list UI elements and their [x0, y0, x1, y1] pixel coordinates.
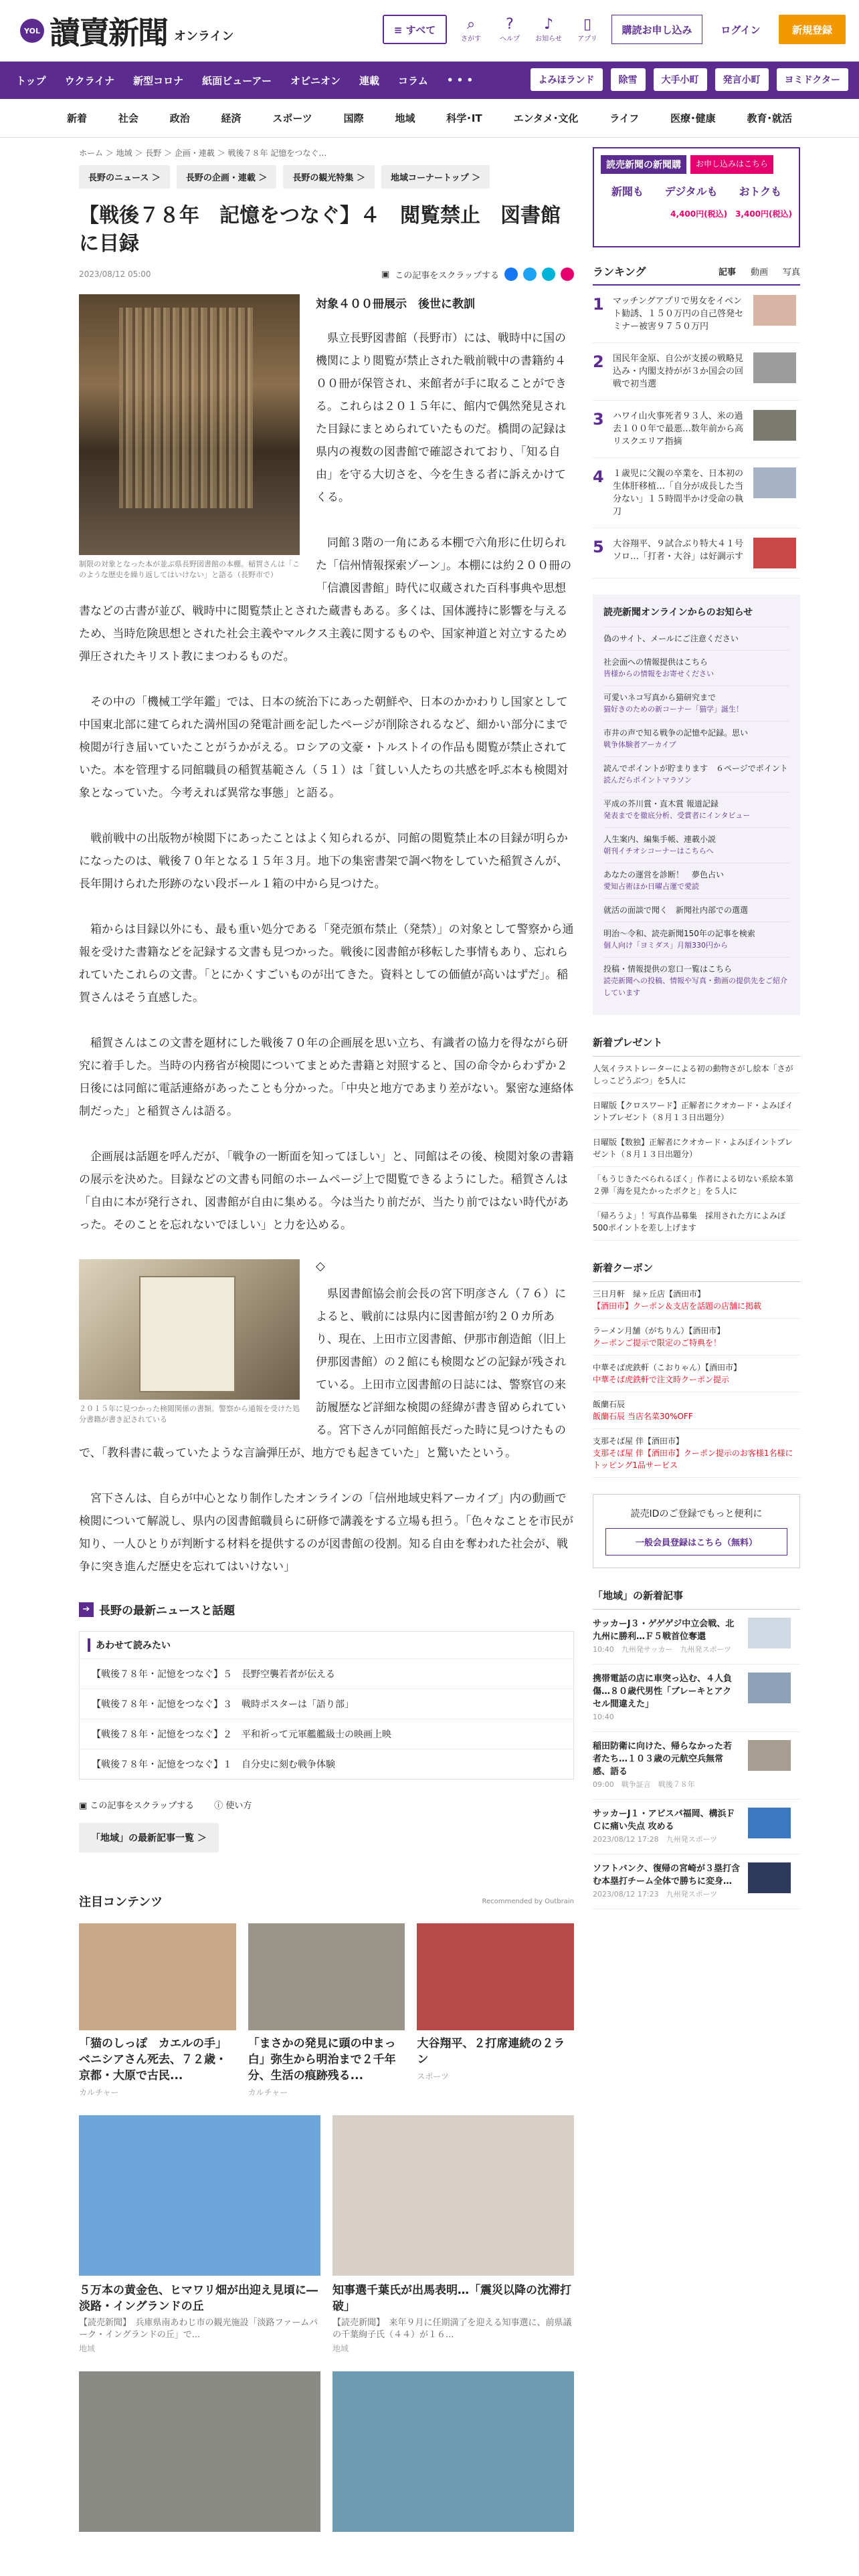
- article-date: 2023/08/12 05:00: [79, 270, 151, 279]
- section-divider: ◇: [316, 1259, 325, 1273]
- genre-item[interactable]: エンタメ･文化: [513, 112, 579, 124]
- genre-item[interactable]: 経済: [221, 112, 242, 124]
- nav-item[interactable]: コラム: [397, 74, 428, 87]
- login-button[interactable]: ログイン: [721, 23, 761, 36]
- breadcrumb[interactable]: ホーム ＞ 地域 ＞ 長野 ＞ 企画・連載 ＞ 戦後７８年 記憶をつなぐ…: [79, 148, 327, 158]
- notice-item[interactable]: あなたの運営を診断！ 夢色占い 愛知占術ほか日曜占運で愛読: [603, 863, 789, 898]
- subscribe-button[interactable]: 購読お申し込み: [611, 15, 702, 44]
- area-news-item[interactable]: 稲田防衛に向けた、帰らなかった若者たち…１０３歳の元航空兵無常感、語る 09:00 戦争証言 戦後７８年: [593, 1732, 800, 1800]
- notice-item[interactable]: 市井の声で知る戦争の記憶や記録。思い 戦争体験者アーカイブ: [603, 721, 789, 756]
- nav-item[interactable]: ウクライナ: [64, 74, 115, 87]
- paragraph: 同館３階の一角にある本棚で六角形に仕切られた「信州情報探索ゾーン」。本棚には約２００冊の「信濃図書館」時代に収蔵された百科事典や思想書などの古書が並び、戦時中に閲覧禁止とされた蔵書もある。多くは、国体護持に影響を与えるため、当時危険思想とされた社会主義やマルクス主義に関するものや、国家神道と対立するため弾圧されたキリスト教にまつわるものだ。: [79, 536, 572, 663]
- recommend-card[interactable]: [79, 2371, 320, 2532]
- facebook-icon[interactable]: [504, 267, 518, 281]
- nav-more[interactable]: • • •: [446, 74, 474, 86]
- site-logo[interactable]: [20, 9, 233, 53]
- bell-icon[interactable]: ♪ お知らせ: [535, 15, 562, 43]
- presents-title: 新着プレゼント: [593, 1035, 800, 1057]
- paragraph: 宮下さんは、自らが中心となり制作したオンラインの「信州地域史料アーカイブ」内の動画で検閲について解説し、県内の図書館職員らに研修で講義をする立場も担う。「色々なことを市民が知り、一人ひとりが判断する材料を提供するのが図書館の役割。知る自由を奪われた社会が、戦争に突き進んだ歴史を忘れてはいけない」: [79, 1492, 574, 1574]
- service-pill[interactable]: ヨミドクター: [777, 68, 848, 91]
- logo-badge: YOL: [20, 19, 44, 43]
- genre-nav: [0, 99, 859, 138]
- card-image: [248, 1923, 405, 2030]
- notice-item[interactable]: 読んでポイントが貯まります ６ページでポイント 読んだらポイントマラソン: [603, 756, 789, 792]
- genre-item[interactable]: ライフ: [609, 112, 640, 124]
- howto-tool[interactable]: ⓘ 使い方: [214, 1801, 252, 1811]
- photo-caption: 制限の対象となった本が並ぶ県長野図書館の本棚。稲賀さんは「このような歴史を繰り返してはいけない」と語る（長野市で）: [79, 560, 300, 579]
- area-news-item[interactable]: サッカーJ３・ゲゲゲジ中立会戦、北九州に勝利…Ｆ５戦首位奪還 10:40 九州発サッカー 九州発スポーツ: [593, 1610, 800, 1665]
- notice-item[interactable]: 平成の芥川賞・直木賞 報道記録 発表までを徹底分析、受賞者にインタビュー: [603, 792, 789, 827]
- recommend-card[interactable]: ５万本の黄金色、ヒマワリ畑が出迎え見頃に―淡路・イングランドの丘 【読売新聞】 兵庫県南あわじ市の観光施設「淡路ファームパーク・イングランドの丘」で... 地域: [79, 2115, 320, 2354]
- present-item[interactable]: 日曜版【数独】正解者にクオカード・よみぽイントプレゼント（８月１３日出題分）: [593, 1130, 800, 1167]
- service-pill[interactable]: 発言小町: [715, 68, 769, 91]
- nav-item[interactable]: トップ: [16, 74, 46, 87]
- notice-title: 読売新聞オンラインからのお知らせ: [603, 607, 753, 618]
- notice-item[interactable]: 就活の面談で聞く 新聞社内部での選選: [603, 898, 789, 922]
- attention-title: 注目コンテンツ: [79, 1895, 163, 1909]
- second-figure: [79, 1259, 300, 1425]
- outbrain-label[interactable]: Recommended by Outbrain: [482, 1897, 574, 1905]
- genre-item[interactable]: 政治: [169, 112, 190, 124]
- subscription-ad[interactable]: 読売新聞の新聞購 お申し込みはこちら 新聞も デジタルも おトクも 4,400円(税込) 3,400円(税込): [593, 147, 800, 247]
- present-item[interactable]: 人気イラストレーターによる初の動物さがし絵本「さがしっこどうぶつ」を5人に: [593, 1057, 800, 1093]
- notice-item[interactable]: 社会面への情報提供はこちら 皆様からの情報をお寄せください: [603, 650, 789, 685]
- paragraph: 箱からは目録以外にも、最も重い処分である「発売頒布禁止（発禁）」の対象として警察から通報を受けた書籍などを記録する文書も見つかった。戦後に図書館が移転した事情もあり、忘れられていたこれらの文書。「とにかくすごいものが出てきた。資料としての価値が高いはずだ」。稲賀さんはそう直感した。: [79, 923, 574, 1004]
- present-item[interactable]: 日曜版【クロスワード】正解者にクオカード・よみぽイントプレゼント（８月１３日出題分）: [593, 1093, 800, 1130]
- genre-item[interactable]: 新着: [67, 112, 88, 124]
- area-news-item[interactable]: ソフトバンク、復帰の宮崎が３塁打含む本塁打チーム全体で勝ちに変身… 2023/08/12 17:23 九州発スポーツ: [593, 1854, 800, 1909]
- area-news-item[interactable]: サッカーJ１・アビスパ福岡、構浜ＦＣに痛い失点 攻める 2023/08/12 17:28 九州発スポーツ: [593, 1800, 800, 1854]
- ranking-item[interactable]: 2 国民年金原、自公が支援の戦略見込み・内閣支持がが３か国会の回戦で初当選: [593, 343, 800, 401]
- paragraph: その中の「機械工学年鑑」では、日本の統治下にあった朝鮮や、日本のかかわりし国家として中国東北部に建てられた満州国の発電計画を記したページが削除されるなど、細かい部分にまで検閲が行き届いていたことがうかがえる。ロシアの文豪・トルストイの作品も閲覧が禁止されていた。本を管理する同館職員の稲賀基範さん（５１）は「貧しい人たちの共感を呼ぶ本も検閲対象となっていた。今考えれば異常な事態」と語る。: [79, 695, 568, 800]
- related-item[interactable]: 【戦後７８年・記憶をつなぐ】２ 平和祈って元軍艦艦級士の映画上映: [80, 1719, 573, 1749]
- coupon-item[interactable]: 三日月軒 緑ヶ丘店【酒田市】 【酒田市】クーポン＆支店を話題の店舗に掲載: [593, 1282, 800, 1319]
- scrap-tool[interactable]: ▣ この記事をスクラップする: [79, 1801, 195, 1811]
- logo-text: 讀賣新聞: [50, 15, 167, 51]
- twitter-icon[interactable]: [523, 267, 537, 281]
- genre-item[interactable]: 地域: [395, 112, 415, 124]
- ranking-item[interactable]: 5 大谷翔平、９試合ぶり特大４１号ソロ…「打者・大谷」は好調示す: [593, 528, 800, 578]
- tab-photos[interactable]: 写真: [782, 267, 800, 278]
- register-promo-text: 読売IDのご登録でもっと便利に: [630, 1509, 763, 1519]
- service-pill[interactable]: 大手小町: [654, 68, 707, 91]
- present-item[interactable]: 「帰ろうよ」！写真作品募集 採用された方によみぽ500ポイントを差し上げます: [593, 1204, 800, 1241]
- lead-figure: [79, 294, 300, 580]
- card-image: [417, 1923, 574, 2030]
- article-subhead: 対象４００冊展示 後世に教訓: [79, 294, 574, 311]
- coupon-item[interactable]: 飯蘭石辰 飯蘭石辰 当店名菜30%OFF: [593, 1392, 800, 1429]
- article-title: 【戦後７８年 記憶をつなぐ】４ 閲覧禁止 図書館に目録: [79, 204, 561, 255]
- tag-nagano-tourism[interactable]: 長野の観光特集 ＞: [283, 165, 375, 189]
- coupon-item[interactable]: ラーメン月舗（がちりん）【酒田市】 クーポンご提示で限定のご特典を！: [593, 1319, 800, 1356]
- article-main: [79, 138, 574, 2532]
- site-header: [0, 0, 859, 62]
- tag-nagano-news[interactable]: 長野のニュース ＞: [79, 165, 170, 189]
- card-image: [332, 2115, 574, 2276]
- all-menu-button[interactable]: ≡ すべて: [383, 15, 447, 44]
- register-button[interactable]: 新規登録: [779, 15, 846, 44]
- sidebar: [593, 138, 800, 2532]
- notice-item[interactable]: 人生案内、編集手帳、連載小説 朝刊イチオシコーナーはこちらへ: [603, 827, 789, 863]
- related-item[interactable]: 【戦後７８年・記憶をつなぐ】５ 長野空襲若者が伝える: [80, 1658, 573, 1689]
- coupon-item[interactable]: 中華そば虎鉄軒（こおりゃん）【酒田市】 中華そば虎鉄軒で注文時クーポン提示: [593, 1356, 800, 1392]
- card-image: [79, 2115, 320, 2276]
- hatena-icon[interactable]: [542, 267, 555, 281]
- card-image: [79, 2371, 320, 2532]
- ranking-item[interactable]: 1 マッチングアプリで男女をイベント勧誘、１５０万円の自己啓発セミナー被害９７５０万円: [593, 286, 800, 343]
- register-promo: [593, 1494, 800, 1568]
- coupon-item[interactable]: 支那そば屋 伴【酒田市】 支那そば屋 伴【酒田市】クーポン提示のお客様1名様にトッピング1品サービス: [593, 1429, 800, 1478]
- notice-item[interactable]: 可愛いネコ写真から猫研究まで 猫好きのための新コーナー「猫学」誕生！: [603, 685, 789, 721]
- card-image: [332, 2371, 574, 2532]
- recommend-card[interactable]: 「まさかの発見に頭の中まっ白」弥生から明治まで２千年分、生活の痕跡残る... カルチャー: [248, 1923, 405, 2098]
- notice-item[interactable]: 明治〜令和、読売新聞150年の記事を検索 個人向け「ヨミダス」月額330円から: [603, 922, 789, 957]
- notice-item[interactable]: 偽のサイト、メールにご注意ください: [603, 627, 789, 650]
- related-title: あわせて読みたい: [88, 1638, 565, 1652]
- tab-articles[interactable]: 記事: [718, 267, 736, 278]
- paragraph: 県図書館協会前会長の宮下明彦さん（７６）によると、戦前には県内に図書館が約２０カ所あり、現在、上田市立図書館、伊那市創造館（旧上伊那図書館）の２館にも検閲などの記録が残されている。上田市立図書館の日誌には、警察官の来訪履歴など詳細な検閲の経緯が書き留められている。宮下さんが同館館長だった時に見つけたもので、「教科書に載っていたような言論弾圧が、地方でも起きていた」と驚いたという。: [79, 1287, 566, 1460]
- genre-item[interactable]: 医療･健康: [670, 112, 716, 124]
- recommend-card[interactable]: [332, 2371, 574, 2532]
- ranking-item[interactable]: 3 ハワイ山火事死者９３人、米の過去１００年で最悪…数年前から高リスクエリア指摘: [593, 401, 800, 458]
- nav-item[interactable]: 連載: [359, 74, 379, 87]
- paragraph: 戦前戦中の出版物が検閲下にあったことはよく知られるが、同館の閲覧禁止本の目録が明らかになったのは、戦後７０年となる１５年３月。地下の集密書架で調べ物をしていた稲賀さんが、長年開けられた形跡のない段ボール１箱の中から見つけた。: [79, 832, 568, 891]
- present-item[interactable]: 「もうじきたべられるぼく」作者による切ない系絵本第２弾「海を見たかったボクと」を５人に: [593, 1167, 800, 1204]
- ranking-item[interactable]: 4 １歳児に父親の卒業を、日本初の生体肝移植…「自分が成長した当分ない」１５時間半かけ受命の執刀: [593, 458, 800, 528]
- logo-subtext: オンライン: [174, 29, 234, 43]
- search-icon[interactable]: ⌕ さがす: [461, 15, 481, 43]
- app-icon[interactable]: ▯ アプリ: [577, 15, 597, 43]
- recommend-card[interactable]: 大谷翔平、２打席連続の２ラン スポーツ: [417, 1923, 574, 2098]
- tag-nagano-series[interactable]: 長野の企画・連載 ＞: [177, 165, 277, 189]
- area-news-item[interactable]: 携帯電話の店に車突っ込む、４人負傷…８０歳代男性「ブレーキとアクセル間違えた」 10:40: [593, 1665, 800, 1732]
- arrow-right-icon: ➔: [79, 1602, 94, 1617]
- tag-region-top[interactable]: 地域コーナートップ ＞: [381, 165, 490, 189]
- genre-item[interactable]: 教育･就活: [747, 112, 792, 124]
- paragraph: 県立長野図書館（長野市）には、戦時中に国の機関により閲覧が禁止された戦前戦中の書籍約４００冊が保管され、来館者が手に取ることができる。これらは２０１５年に、館内で偶然発見された目録にまとめられていたものだ。橋間の記録は県内の複数の図書館で確認されており、「知る自由」を守る大切さを、今を生きる者に訴えかけてくる。: [316, 332, 567, 504]
- coupon-title: 新着クーポン: [593, 1261, 800, 1282]
- mail-icon[interactable]: [561, 267, 574, 281]
- related-item[interactable]: 【戦後７８年・記憶をつなぐ】３ 戦時ポスターは「語り部」: [80, 1689, 573, 1719]
- recommend-card[interactable]: 知事選千葉氏が出馬表明…「震災以降の沈滞打破」 【読売新聞】 来年９月に任期満了を迎える知事選に、前県議の千葉絢子氏（４４）が１６... 地域: [332, 2115, 574, 2354]
- notice-item[interactable]: 投稿・情報提供の窓口一覧はこちら 読売新聞への投稿、情報や写真・動画の提供先をご紹介しています: [603, 957, 789, 1004]
- scrap-icon[interactable]: ▣: [381, 269, 390, 280]
- nav-item[interactable]: 紙面ビューアー: [202, 74, 272, 87]
- related-articles: [79, 1631, 574, 1780]
- paragraph: 企画展は話題を呼んだが、「戦争の一断面を知ってほしい」と、同館はその後、検閲対象の書籍の展示を決めた。目録などの文書も同館のホームページ上で閲覧できるようにした。稲賀さんは「自由に本が発行され、図書館が自由に集める。今は当たり前だが、当たり前ではない時代があった。そのことを忘れないでほしい」と力を込める。: [79, 1150, 574, 1232]
- genre-item[interactable]: 科学･IT: [446, 112, 482, 124]
- service-pill[interactable]: 除雪: [611, 68, 646, 91]
- scrap-link[interactable]: この記事をスクラップする: [395, 270, 499, 281]
- genre-item[interactable]: スポーツ: [272, 112, 312, 124]
- help-icon[interactable]: ? ヘルプ: [500, 15, 520, 43]
- document-photo[interactable]: [79, 1259, 300, 1400]
- related-item[interactable]: 【戦後７８年・記憶をつなぐ】１ 自分史に刻む戦争体験: [80, 1749, 573, 1779]
- lead-photo[interactable]: [79, 294, 300, 555]
- paragraph: 稲賀さんはこの文書を題材にした戦後７０年の企画展を思い立ち、有識者の協力を得ながら研究に着手した。当時の内務省が検閲についてまとめた書籍と対照すると、国の命令からわずか２日後には同館に電話連絡があったことも分かった。「中央と地方であまり差がない。緊密な連絡体制だった」と稲賀さんは語る。: [79, 1037, 574, 1118]
- nav-item[interactable]: 新型コロナ: [133, 74, 184, 87]
- service-pill[interactable]: よみほランド: [531, 68, 603, 91]
- photo-caption: ２０１５年に見つかった検閲関係の書類。警察から通報を受けた処分書籍が書き記されている: [79, 1404, 300, 1424]
- genre-item[interactable]: 国際: [343, 112, 364, 124]
- ranking-title: ランキング: [593, 265, 646, 278]
- nav-item[interactable]: オピニオン: [290, 74, 341, 87]
- region-latest-button[interactable]: 「地域」の最新記事一覧 ＞: [79, 1823, 219, 1852]
- recommend-card[interactable]: 「猫のしっぽ カエルの手」ベニシアさん死去、７２歳・京都・大原で古民... カルチャー: [79, 1923, 236, 2098]
- notice-box: [593, 595, 800, 1015]
- latest-topic-link[interactable]: ➔ 長野の最新ニュースと話題: [79, 1601, 574, 1618]
- tab-videos[interactable]: 動画: [750, 267, 768, 278]
- primary-nav: [0, 62, 859, 99]
- card-image: [79, 1923, 236, 2030]
- area-news-title: 「地域」の新着記事: [593, 1588, 800, 1610]
- genre-item[interactable]: 社会: [118, 112, 138, 124]
- attention-header: [79, 1893, 574, 1910]
- free-register-button[interactable]: 一般会員登録はこちら（無料）: [605, 1528, 787, 1555]
